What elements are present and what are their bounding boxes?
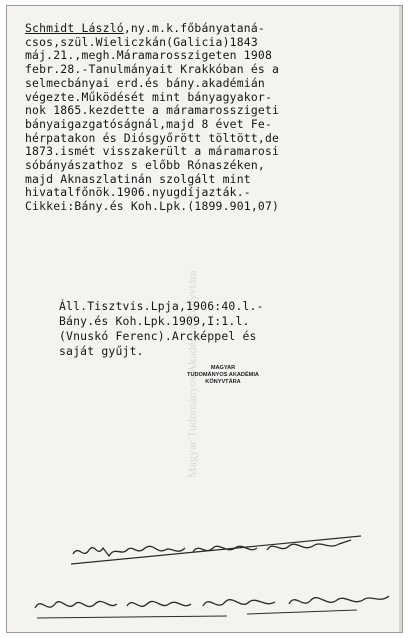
handwritten-annotation-mirrored [67,526,367,570]
index-card [6,5,403,633]
entry-name: Schmidt László [25,21,124,35]
entry-first-line: ,ny.m.k.főbányataná- [123,21,265,35]
biography-entry [25,22,397,214]
entry-line: Cikkei:Bány.és Koh.Lpk.(1899.901,07) [25,199,280,214]
bleed-through-text: Magyar Tudományos Akadémia Könyvtára [185,270,199,478]
entry-line: majd Aknaszlatinán szolgált mint [25,171,251,186]
library-stamp [178,365,268,386]
source-line: saját gyűjt. [59,344,144,358]
stamp-line: TUDOMÁNYOS AKADÉMIA [187,372,259,378]
source-line: (Vnuskó Ferenc).Arcképpel és [59,329,257,343]
source-line: Áll.Tisztvis.Lpja,1906:40.l.- [59,299,264,313]
entry-line: nok 1865.kezdette a máramarosszigeti [25,103,280,118]
stamp-line: MAGYAR [210,365,236,371]
source-line: Bány.és Koh.Lpk.1909,I:1.l. [59,314,250,328]
entry-line: 1873.ismét visszakerült a máramarosi [25,144,280,159]
entry-line-1 [25,22,397,36]
entry-line: végezte.Működését mint bányagyakor- [25,89,273,104]
stamp-line: KÖNYVTÁRA [205,379,241,385]
entry-line: csos,szül.Wieliczkán(Galicia)1843 [25,34,258,49]
entry-line: hérpatakon és Diósgyőrött töltött,de [25,130,280,145]
entry-line: máj.21.,megh.Máramarosszigeten 1908 [25,48,273,63]
entry-line: sóbányászathoz s előbb Rónaszéken, [25,158,265,173]
entry-line: febr.28.-Tanulmányait Krakkóban és a [25,62,280,77]
entry-line: selmecbányai erd.és bány.akadémián [25,75,265,90]
sources-block [59,299,399,359]
entry-line: bányaigazgatóságnál,majd 8 évet Fe- [25,116,273,131]
handwritten-signature-mirrored [27,586,399,624]
entry-line: hivatalfőnök.1906.nyugdíjazták.- [25,185,251,200]
scan-edge [399,6,402,632]
